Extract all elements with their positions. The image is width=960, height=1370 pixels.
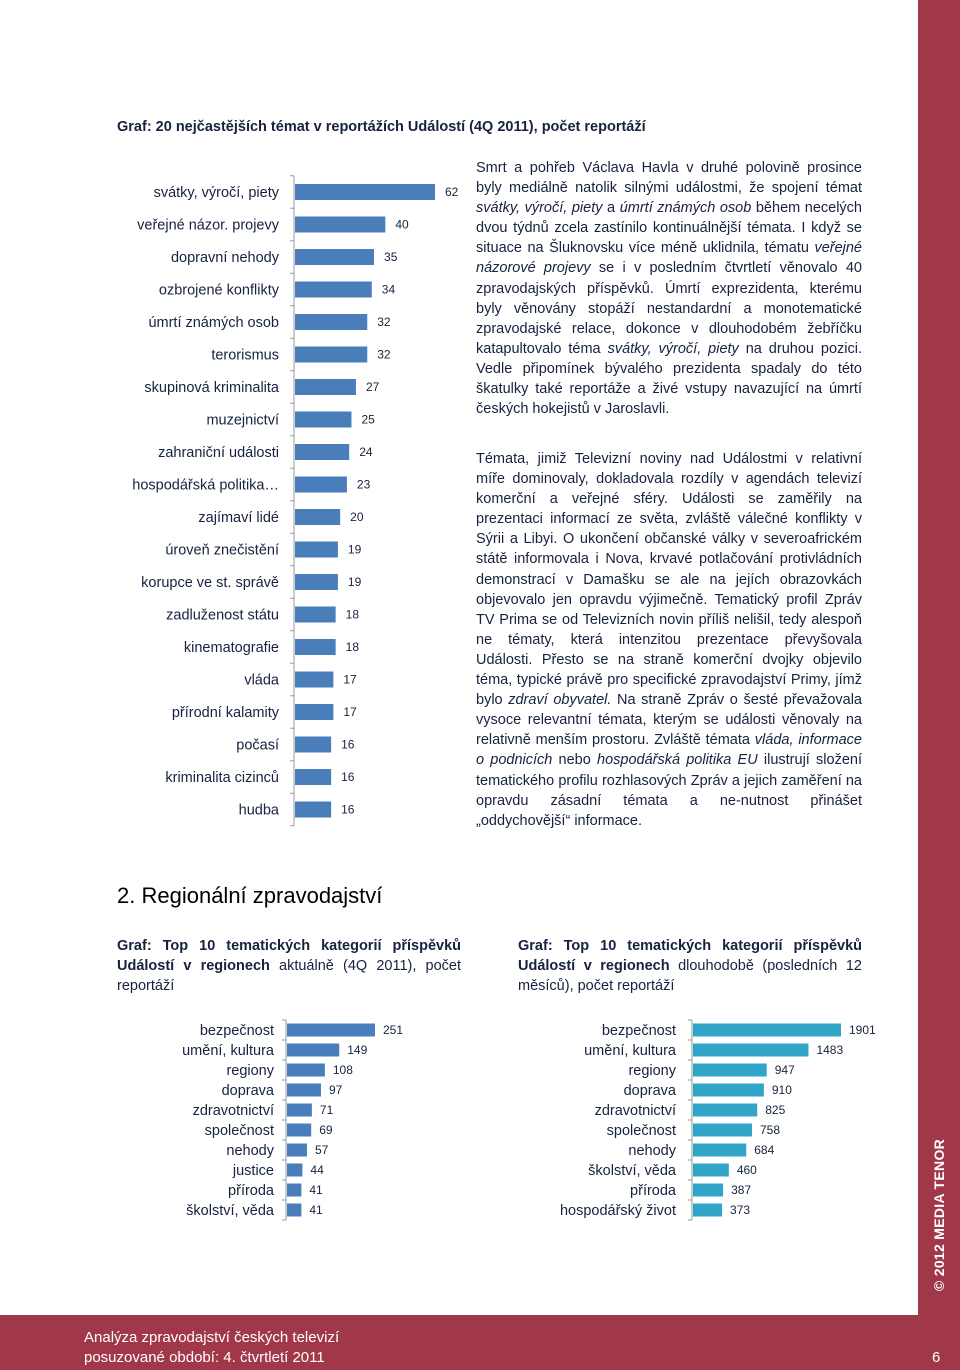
text-run: veřejné názorové projevy	[476, 240, 862, 277]
bar	[693, 1124, 752, 1137]
data-label: 387	[731, 1183, 752, 1198]
bar	[287, 1204, 301, 1217]
bar	[295, 217, 385, 233]
right-bar-chart	[500, 1015, 910, 1225]
data-label: 24	[359, 445, 373, 460]
data-label: 19	[347, 575, 362, 590]
data-label: 108	[332, 1063, 353, 1078]
category-label: společnost	[204, 1123, 274, 1140]
category-label: zajímaví lidé	[198, 510, 279, 527]
bar	[693, 1064, 767, 1077]
text-run: Témata, jimiž Televizní noviny nad Událostmi v relativní míře dominovaly, dokladovala rozdíly v agendách televizí komerční a veřejné sféry. Události se zaměřily na prezentaci informací ze světa, zvláště válečné konflikty v Sýrii a Libyi. O ukončení občanské války v severoafrickém státě informovala i Nova, krvavé potlačování protivládních demonstrací v Damašku se ale na jejích obrazovkách objevovalo jen opravdu výjimečně. Tematický profil Zpráv TV Prima se od Televizních novin příliš nelišil, tedy alespoň ne tématy, která intenzitou prezentace převyšovala Události. Přesto se na straně komerční dvojky objevilo téma, typické právě pro specifické zpravodajství Primy, jímž bylo	[476, 451, 862, 709]
left-caption-bold: Graf: Top 10 tematických kategorií příspěvků Událostí v regionech	[117, 938, 461, 974]
left-caption-rest: aktuálně (4Q 2011), počet reportáží	[117, 958, 461, 994]
category-label: příroda	[228, 1183, 274, 1200]
data-label: 684	[754, 1143, 775, 1158]
category-label: kriminalita cizinců	[165, 770, 279, 787]
bar	[295, 737, 331, 753]
category-label: muzejnictví	[206, 412, 279, 429]
data-label: 35	[384, 250, 398, 265]
category-label: školství, věda	[186, 1203, 274, 1220]
data-label: 62	[445, 185, 459, 200]
data-label: 16	[341, 770, 355, 785]
data-label: 251	[383, 1023, 404, 1038]
right-caption-bold: Graf: Top 10 tematických kategorií příspěvků Událostí v regionech	[518, 938, 862, 974]
bar	[295, 704, 333, 720]
bar	[693, 1044, 808, 1057]
bar	[295, 639, 336, 655]
category-label: společnost	[606, 1123, 676, 1140]
category-label: zdravotnictví	[594, 1103, 676, 1120]
category-label: regiony	[628, 1063, 676, 1080]
data-label: 41	[309, 1203, 323, 1218]
category-label: korupce ve st. správě	[141, 575, 279, 592]
text-run: se i v posledním čtvrtletí věnovalo 40 zpravodajských příspěvků. Úmrtí exprezidenta, kterému byly věnovány stopáží nestandardní a monotematické zpravodajské relace, dokonce v dlouhodobém žebříčku katapultovalo téma	[476, 260, 862, 357]
data-label: 20	[350, 510, 364, 525]
footer-period: posuzované období: 4. čtvrtletí 2011	[84, 1349, 325, 1366]
text-run: Smrt a pohřeb Václava Havla v druhé polovině prosince byly mediálně natolik silnými událostmi, že spojení témat	[476, 160, 862, 197]
category-label: regiony	[226, 1063, 274, 1080]
text-run: vláda, informace o podnicích	[476, 732, 862, 769]
side-banner	[918, 0, 960, 1315]
category-label: zdravotnictví	[192, 1103, 274, 1120]
data-label: 23	[356, 477, 371, 492]
category-label: počasí	[236, 737, 279, 754]
data-label: 97	[329, 1083, 343, 1098]
text-run: ilustrují složení tematického profilu rozhlasových Zpráv a jejich zaměření na opravdu zásadní témata a ne-nutnost přinášet „oddychovější“ informace.	[476, 752, 862, 829]
data-label: 32	[377, 347, 391, 362]
text-run: na druhou pozici. Vedle připomínek bývalého prezidenta spadaly do této škatulky také reportáže a živé vstupy navazující na úmrtí českých hokejistů v Jaroslavli.	[476, 340, 862, 418]
bar	[295, 444, 349, 460]
bar	[295, 509, 340, 525]
main-chart-title: Graf: 20 nejčastějších témat v reportážích Událostí (4Q 2011), počet reportáží	[117, 119, 646, 135]
data-label: 910	[771, 1083, 792, 1098]
text-run: úmrtí známých osob	[619, 200, 752, 217]
category-label: dopravní nehody	[170, 250, 279, 267]
bar	[287, 1124, 311, 1137]
bar	[295, 347, 367, 363]
data-label: 18	[345, 640, 360, 655]
paragraph-comparison	[476, 449, 862, 831]
bar	[295, 282, 372, 298]
page-number: 6	[932, 1349, 941, 1366]
bar	[295, 314, 367, 330]
text-run: během necelých dvou týdnů zcela zastínilo kontinuálnější témata. I když se situace na Šluknovsku více méně uklidnila, tématu	[476, 200, 862, 257]
bar	[693, 1084, 764, 1097]
category-label: kinematografie	[183, 640, 279, 657]
data-label: 41	[309, 1183, 323, 1198]
category-label: doprava	[221, 1083, 274, 1100]
data-label: 17	[343, 672, 357, 687]
bar	[287, 1084, 321, 1097]
data-label: 16	[341, 737, 355, 752]
bar	[295, 477, 347, 493]
category-label: hudba	[238, 802, 279, 819]
bar	[295, 769, 331, 785]
category-label: vláda	[244, 672, 279, 689]
category-label: umění, kultura	[584, 1043, 676, 1060]
left-chart-caption	[117, 936, 461, 996]
data-label: 17	[343, 705, 357, 720]
data-label: 69	[319, 1123, 333, 1138]
category-label: nehody	[226, 1143, 274, 1160]
category-label: doprava	[623, 1083, 676, 1100]
paragraph-havel	[476, 158, 862, 419]
data-label: 16	[341, 802, 355, 817]
data-label: 71	[319, 1103, 334, 1118]
data-label: 149	[347, 1043, 368, 1058]
text-run: a	[602, 200, 620, 217]
data-label: 18	[345, 607, 360, 622]
category-label: úmrtí známých osob	[148, 315, 279, 332]
bar	[295, 607, 336, 623]
bar	[693, 1144, 746, 1157]
bar	[295, 379, 356, 395]
section-heading	[117, 883, 382, 909]
bar	[295, 802, 331, 818]
category-label: přírodní kalamity	[171, 705, 279, 722]
bar	[287, 1144, 307, 1157]
category-label: úroveň znečistění	[165, 542, 279, 559]
bar	[295, 542, 338, 558]
text-run: nebo	[552, 752, 597, 769]
category-label: veřejné názor. projevy	[137, 217, 279, 234]
data-label: 40	[395, 217, 409, 232]
category-label: svátky, výročí, piety	[153, 185, 279, 202]
right-caption-rest: dlouhodobě (posledních 12 měsíců), počet reportáží	[518, 958, 862, 994]
data-label: 19	[347, 542, 362, 557]
data-label: 947	[774, 1063, 795, 1078]
data-label: 460	[736, 1163, 757, 1178]
data-label: 825	[765, 1103, 786, 1118]
data-label: 1901	[849, 1023, 876, 1038]
bar	[287, 1064, 325, 1077]
main-bar-chart	[100, 175, 470, 830]
category-label: příroda	[630, 1183, 676, 1200]
bar	[693, 1164, 729, 1177]
category-label: nehody	[628, 1143, 676, 1160]
footer-title: Analýza zpravodajství českých televizí	[84, 1329, 340, 1346]
data-label: 373	[730, 1203, 751, 1218]
bar	[295, 184, 435, 200]
bar	[295, 672, 333, 688]
bar	[693, 1104, 757, 1117]
bar	[693, 1204, 722, 1217]
data-label: 25	[361, 412, 375, 427]
category-label: hospodářský život	[559, 1203, 676, 1220]
left-bar-chart	[100, 1015, 440, 1225]
category-label: ozbrojené konflikty	[158, 282, 279, 299]
bar	[287, 1044, 339, 1057]
bar	[295, 412, 351, 428]
copyright-text: © 2012 MEDIA TENOR	[931, 1138, 947, 1292]
footer	[0, 1315, 960, 1370]
category-label: zahraniční události	[158, 445, 279, 462]
bar	[287, 1024, 375, 1037]
text-run: hospodářská politika EU	[597, 752, 758, 769]
bar	[295, 249, 374, 265]
data-label: 32	[377, 315, 391, 330]
bar	[693, 1024, 841, 1037]
bar	[693, 1184, 723, 1197]
section-number: 2.	[117, 883, 136, 908]
copyright-banner	[918, 1130, 960, 1300]
category-label: hospodářská politika…	[132, 477, 279, 494]
category-label: zadluženost státu	[166, 607, 279, 624]
right-chart-caption	[518, 936, 862, 996]
category-label: justice	[232, 1163, 274, 1180]
bar	[287, 1104, 312, 1117]
section-title: Regionální zpravodajství	[141, 883, 383, 908]
data-label: 758	[760, 1123, 781, 1138]
category-label: terorismus	[211, 347, 279, 364]
bar	[295, 574, 338, 590]
category-label: školství, věda	[588, 1163, 676, 1180]
data-label: 1483	[816, 1043, 844, 1058]
text-run: Na straně Zpráv o šesté převažovala vysoce relevantní témata, kterým se události věnovaly na relativně menším prostoru. Zvláště témata	[476, 692, 862, 749]
data-label: 44	[310, 1163, 324, 1178]
bar	[287, 1184, 301, 1197]
category-label: skupinová kriminalita	[144, 380, 279, 397]
data-label: 57	[314, 1143, 329, 1158]
text-run: zdraví obyvatel.	[508, 692, 612, 709]
text-run: svátky, výročí, piety	[476, 200, 603, 217]
data-label: 34	[381, 282, 396, 297]
category-label: bezpečnost	[601, 1023, 676, 1040]
bar	[287, 1164, 302, 1177]
category-label: bezpečnost	[199, 1023, 274, 1040]
category-label: umění, kultura	[182, 1043, 274, 1060]
data-label: 27	[365, 380, 380, 395]
text-run: svátky, výročí, piety	[607, 340, 739, 357]
